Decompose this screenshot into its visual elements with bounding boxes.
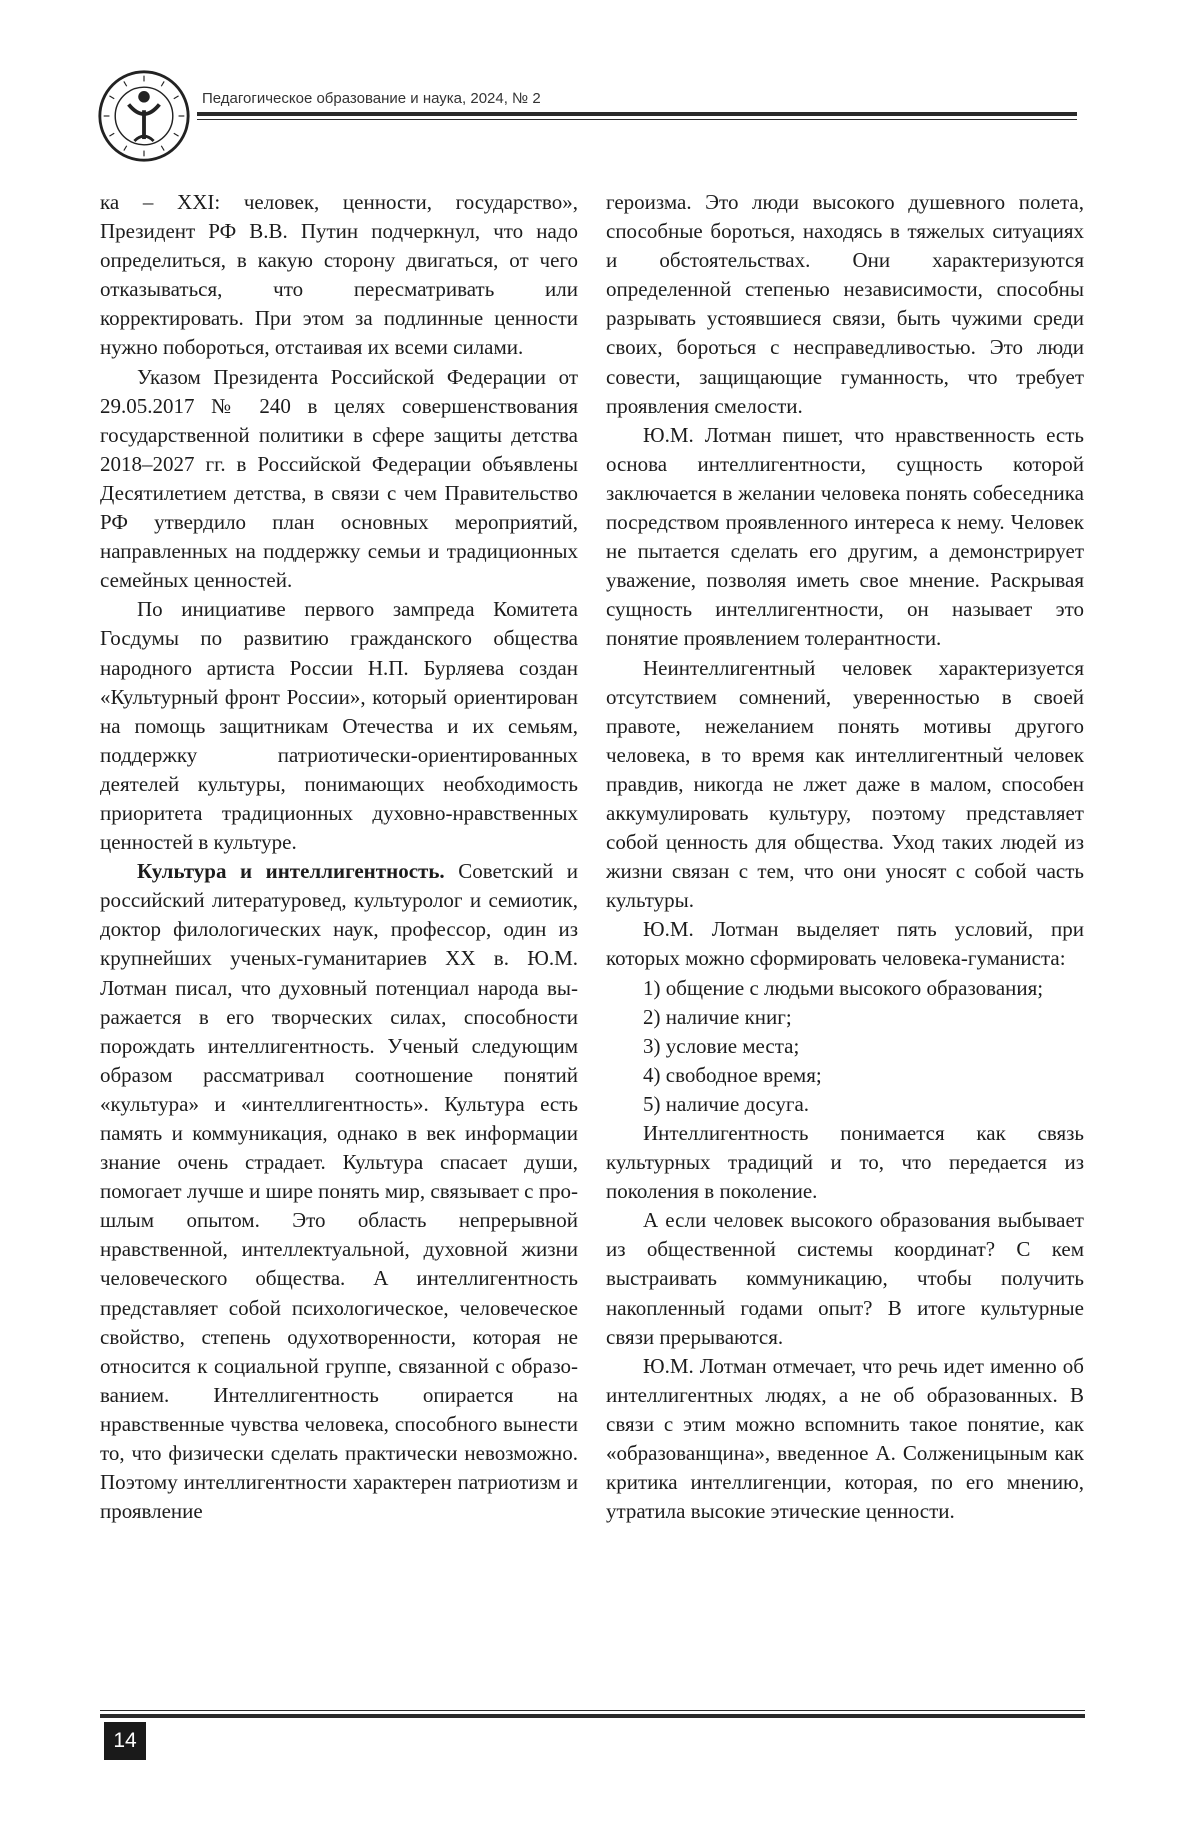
paragraph: Указом Президента Российской Федерации от 29.05.2017 № 240 в целях совершенствования государственной политики в сфере защиты детства 2018–2027 гг. в Российской Федерации объявлены Десятилетием детства, в связи с чем Правительство РФ утвердило план основных мероприятий, направленных на поддержку семьи и традиционных семейных ценностей.: [100, 364, 578, 593]
paragraph: Интеллигентность понимается как связь культурных традиций и то, что передается из поколения в поколение.: [606, 1121, 1084, 1204]
list-item: 3) условие места;: [643, 1033, 800, 1058]
right-column: [606, 188, 1084, 1526]
journal-title: Педагогическое образование и наука, 2024, № 2: [202, 90, 541, 107]
journal-emblem-icon: [96, 68, 192, 164]
paragraph: Ю.М. Лотман выделяет пять условий, при которых можно сформировать человека-гуманиста:: [606, 917, 1084, 971]
list-item: 2) наличие книг;: [643, 1004, 792, 1029]
paragraph: ка – XXI: человек, ценности, государство», Президент РФ В.В. Путин подчеркнул, что надо определиться, в какую сторону двигаться, от чего отказываться, что пересматривать или корректировать. При этом за подлинные ценности нужно побороться, отстаивая их всеми силами.: [100, 190, 578, 360]
list-item: 5) наличие досуга.: [643, 1091, 810, 1116]
page-number: 14: [104, 1722, 146, 1760]
paragraph: Ю.М. Лотман пишет, что нравственность есть основа интеллигентности, сущность которой заключается в желании человека понять собеседника посредством проявленного интереса к нему. Человек не пытается сделать его другим, а демонстрирует уважение, позволяя иметь свое мнение. Раскрывая сущность интеллигентности, он называет это понятие проявлением толерантности.: [606, 422, 1084, 651]
paragraph: По инициативе первого зампреда Комитета Госдумы по развитию гражданского общества народного артиста России Н.П. Бурляева создан «Культурный фронт России», который ориентирован на помощь защитникам Отечества и их семьям, поддержку патриотически-ориентированных деятелей культуры, понимающих необходимость приоритета традиционных духовно-нравственных ценностей в культуре.: [100, 597, 578, 855]
section-paragraph: [100, 857, 578, 1526]
list-item: 4) свободное время;: [643, 1062, 822, 1087]
left-column: [100, 188, 578, 1526]
paragraph: Неинтеллигентный человек характеризуется отсутствием сомнений, уверенностью в своей правоте, нежеланием понять мотивы другого человека, в то время как интеллигентный человек правдив, никогда не лжет даже в малом, способен аккумулировать культуру, поэтому представляет собой ценность для общества. Уход таких людей из жизни связан с тем, что они уносят с собой часть культуры.: [606, 655, 1084, 913]
paragraph: А если человек высокого образования выбывает из общественной системы координат? С кем выстраивать коммуникацию, чтобы получить накопленный годами опыт? В итоге культурные связи прерываются.: [606, 1208, 1084, 1349]
list-item: 1) общение с людьми высокого образования;: [643, 975, 1044, 1000]
section-text: Советский и российский литературовед, культуролог и семиотик, доктор филологических наук, профессор, один из крупнейших ученых-гуманитариев XX в. Ю.М. Лотман писал, что духовный потенциал народа выражается в его творческих силах, способности порождать интеллигентность. Ученый следующим образом рассматривал соотношение понятий «культура» и «интеллигентность». Культура есть память и коммуникация, однако в век информации знание очень страдает. Культура спасает души, помогает лучше и шире понять мир, связывает с прошлым опытом. Это область непрерывной нравственной, интеллектуальной, духовной жизни человеческого общества. А интеллигентность представляет собой психологическое, человеческое свойство, степень одухотворенности, которая не относится к социальной группе, связанной с образованием. Интеллигентность опирается на нравственные чувства человека, способного вынести то, что физически сделать практически невозможно. Поэтому интеллигентности характерен патриотизм и проявление: [100, 859, 578, 1524]
footer-rule: [100, 1714, 1085, 1718]
header-rule-thin: [197, 119, 1077, 120]
footer-rule-thin: [100, 1710, 1085, 1711]
header-rule: [197, 112, 1077, 116]
section-heading: Культура и интеллигентность.: [137, 859, 445, 884]
paragraph: героизма. Это люди высокого душевного полета, способные бороться, находясь в тяжелых ситуациях и обстоятельствах. Они характеризуются определенной степенью независимости, способны разрывать устоявшиеся связи, быть чужими среди своих, бороться с несправедливостью. Это люди совести, защищающие гуманность, что требует проявления смелости.: [606, 190, 1084, 418]
page-header: [92, 60, 1077, 165]
paragraph: Ю.М. Лотман отмечает, что речь идет именно об интеллигентных людях, а не об образованных. В связи с этим можно вспомнить такое понятие, как «образованщина», введенное А. Солженицыным как критика интеллигенции, которая, по его мнению, утратила высокие этические ценности.: [606, 1353, 1084, 1524]
